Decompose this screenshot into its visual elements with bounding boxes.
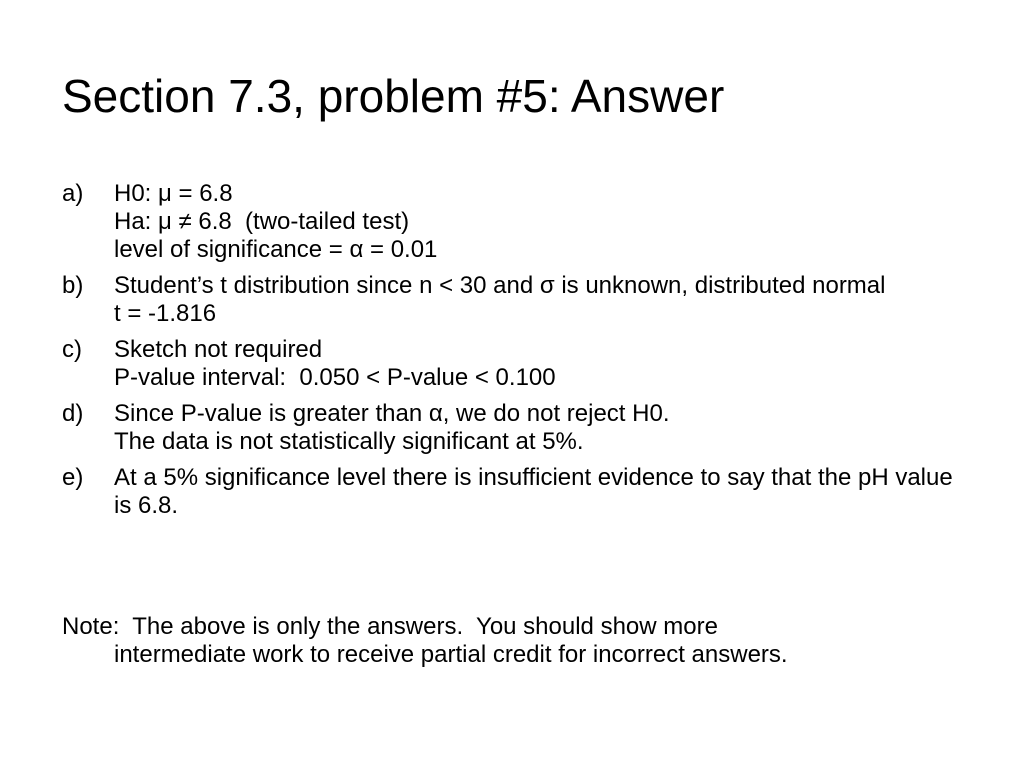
item-marker: d) [62, 400, 84, 427]
item-line: t = -1.816 [114, 300, 217, 327]
answer-item-d [62, 400, 962, 456]
item-line: Student’s t distribution since n < 30 and σ is unknown, distributed normal [114, 272, 886, 299]
note-line: Note: The above is only the answers. You should show more [62, 613, 718, 640]
item-line: The data is not statistically significant at 5%. [114, 428, 584, 455]
item-marker: b) [62, 272, 84, 299]
item-marker: a) [62, 180, 84, 207]
item-marker: e) [62, 464, 84, 491]
item-line: H0: μ = 6.8 [114, 180, 233, 207]
item-line: level of significance = α = 0.01 [114, 236, 438, 263]
note-line: intermediate work to receive partial credit for incorrect answers. [114, 641, 788, 668]
item-line: Ha: μ ≠ 6.8 (two-tailed test) [114, 208, 410, 235]
answer-item-c [62, 336, 962, 392]
item-marker: c) [62, 336, 82, 363]
answer-item-e [62, 464, 962, 520]
note [62, 613, 962, 669]
answer-item-b [62, 272, 962, 328]
item-line: Since P-value is greater than α, we do not reject H0. [114, 400, 670, 427]
answer-list [62, 180, 962, 528]
item-line: P-value interval: 0.050 < P-value < 0.100 [114, 364, 556, 391]
item-line: Sketch not required [114, 336, 323, 363]
slide-title: Section 7.3, problem #5: Answer [62, 70, 725, 122]
answer-item-a [62, 180, 962, 264]
item-line: At a 5% significance level there is insufficient evidence to say that the pH value is 6.8. [114, 464, 960, 519]
